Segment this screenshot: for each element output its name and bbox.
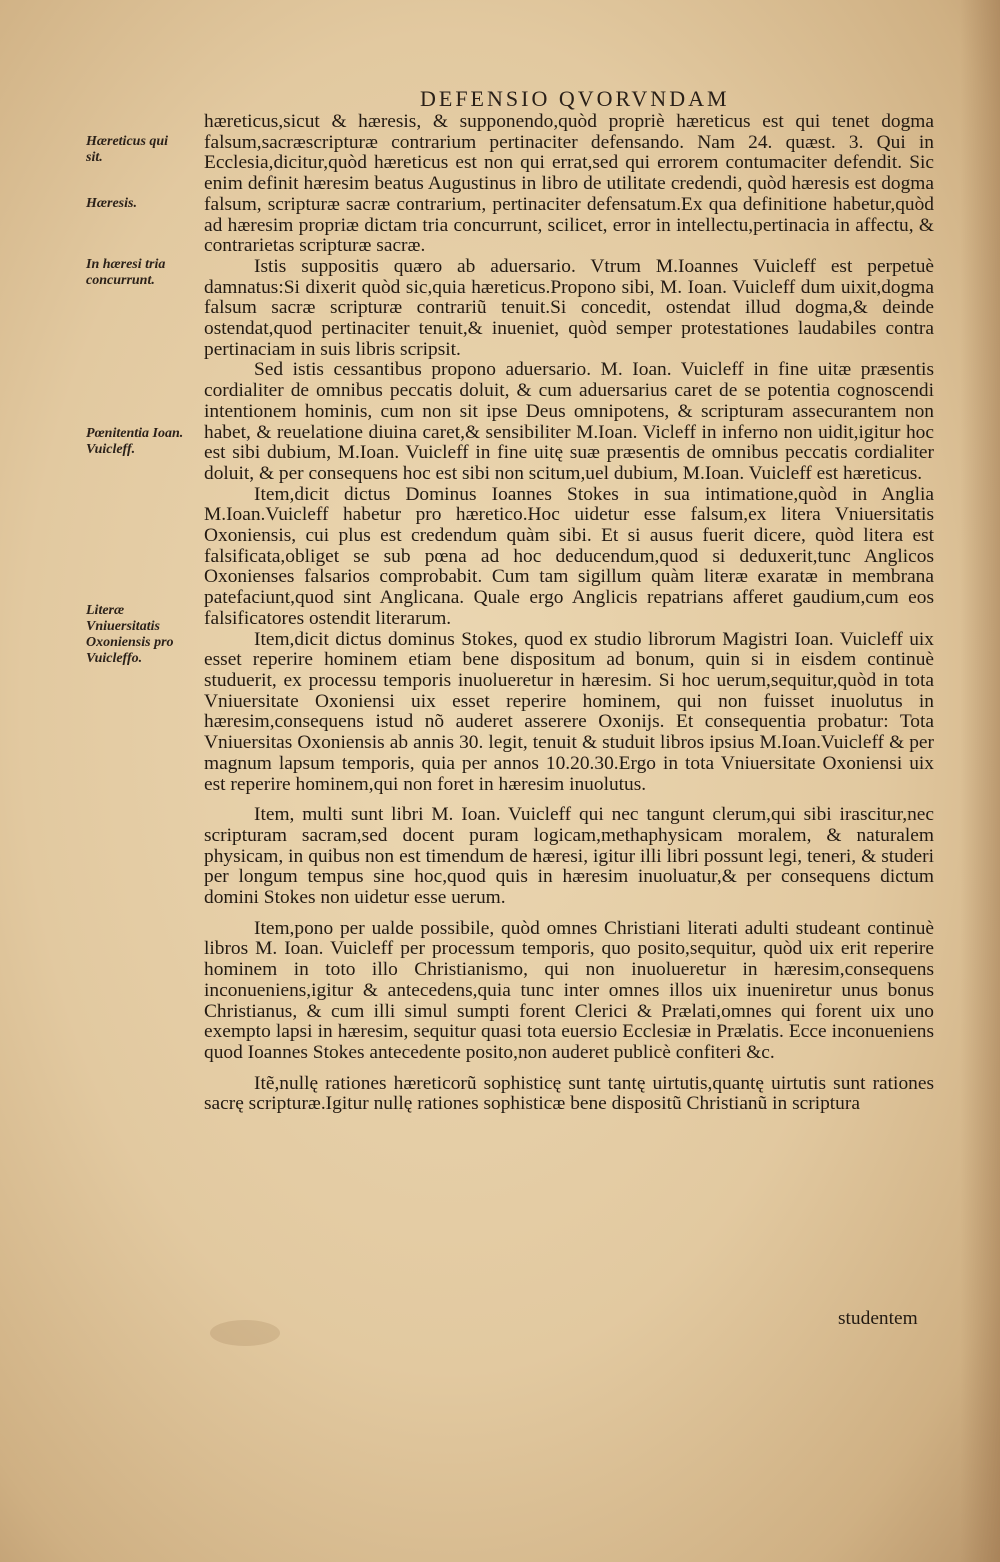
paragraph: Item,dicit dictus Dominus Ioannes Stokes in sua intimatione,quòd in Anglia M.Ioan.Vuicleff habetur pro hæretico.Hoc uidetur esse falsum,ex litera Vniuersitatis Oxoniensis, cui plus est credendum quàm sibi. Et si ausus fuerit dicere, quòd litera est falsificata,obliget se sub pœna ad hoc deducendum,quod si deduxerit,tunc Anglicos Oxonienses falsarios comprobabit. Cum tam sigillum quàm literæ exaratæ in membrana patefaciunt,quod sint Anglicana. Quale ergo Anglicis repatrians afferet gaudium,cum eos falsificatores ostendit literarum. [204, 483, 934, 629]
paragraph: Sed istis cessantibus propono aduersario. M. Ioan. Vuicleff in fine uitæ præsentis cordialiter de omnibus peccatis doluit, & cum aduersarius caret de se potentia cognoscendi intentionem hominis, cum non sit ipse Deus omnipotens, & scripturam assecurantem non habet, & reuelatione diuina caret,& sensibiliter M.Ioan. Vicleff in inferno non uidit,igitur hoc est sibi dubium, M.Ioan. Vuicleff in fine uitę suæ præsentis de omnibus peccatis cordialiter doluit, & per consequens hoc est sibi non scitum,uel dubium, M.Ioan. Vuicleff est hæreticus. [204, 359, 934, 484]
catchword: studentem [838, 1308, 918, 1329]
body-text [204, 112, 934, 1115]
marginal-note-literae-oxoniensis: Literæ Vniuersitatis Oxoniensis pro Vuicleffo. [86, 603, 174, 666]
marginal-note-haeresis: Hæresis. [86, 196, 137, 211]
marginal-note-tria-concurrunt: In hæresi tria concurrunt. [86, 257, 166, 288]
page-edge-shadow [960, 0, 1000, 1562]
paragraph: hæreticus,sicut & hæresis, & supponendo,quòd propriè hæreticus est qui tenet dogma falsum,sacræscripturæ contrarium pertinaciter defensando. Nam 24. quæst. 3. Qui in Ecclesia,dicitur,quòd hæreticus est non qui errat,sed qui errorem contumaciter defendit. Sic enim definit hæresim beatus Augustinus in libro de utilitate credendi, quòd hæresis est dogma falsum, scripturæ sacræ contrarium, pertinaciter defensatum.Ex qua definitione habetur,quòd ad hæresim propriæ dictam tria concurrunt, scilicet, error in intellectu,pertinacia in affectu, & contrarietas scripturæ sacræ. [204, 111, 934, 257]
marginal-note-poenitentia: Pœnitentia Ioan. Vuicleff. [86, 426, 184, 457]
paragraph: Istis suppositis quæro ab aduersario. Vtrum M.Ioannes Vuicleff est perpetuè damnatus:Si dixerit quòd sic,quia hæreticus.Propono sibi, M. Ioan. Vuicleff dum uixit,dogma falsum sacræ scripturæ contrariũ tenuit.Si concedit, ostendat illud dogma,& deinde ostendat,quod pertinaciter tenuit,& inueniet, quòd semper protestationes laudabiles contra pertinaciam in suis libris scripsit. [204, 255, 934, 360]
paragraph: Itẽ,nullę rationes hæreticorũ sophisticę sunt tantę uirtutis,quantę uirtutis sunt rationes sacrę scripturæ.Igitur nullę rationes sophisticæ bene dispositũ Christianũ in scriptura [204, 1072, 934, 1115]
paper-stain [210, 1320, 280, 1346]
paragraph: Item,dicit dictus dominus Stokes, quod ex studio librorum Magistri Ioan. Vuicleff uix esset reperire hominem etiam bene dispositum ad bonum, quin si in eisdem continuè studuerit, ex processu temporis inuolueretur in hæresim. Si hoc uerum,sequitur,quòd in tota Vniuersitate Oxoniensi uix esset reperire hominem, qui non fuisset inuolutus in hæresim,consequens istud nõ auderet asserere Oxonijs. Et consequentia probatur: Tota Vniuersitas Oxoniensis ab annis 30. legit, tenuit & studuit libros ipsius M.Ioan.Vuicleff & per magnum lapsum temporis, quia per annos 10.20.30.Ergo in tota Vniuersitate Oxoniensi uix est reperire hominem,qui non foret in hæresim inuolutus. [204, 628, 934, 795]
paragraph: Item,pono per ualde possibile, quòd omnes Christiani literati adulti studeant continuè libros M. Ioan. Vuicleff per processum temporis, quo posito,sequitur, quòd uix erit reperire hominem in toto illo Christianismo, qui non inuolueretur in hæresim,consequens inconueniens,igitur & antecedens,quia tunc inter omnes illos uix inueniretur unus bonus Christianus, & cum illi simul sumpti forent Clerici & Prælati,omnes qui forent uix uno exempto lapsi in hæresim, sequitur quasi tota euersio Ecclesiæ in Prælatis. Ecce inconueniens quod Ioannes Stokes antecedente posito,non auderet publicè confiteri &c. [204, 917, 934, 1063]
running-head: DEFENSIO QVORVNDAM [420, 86, 730, 111]
marginal-note-haereticus: Hæreticus qui sit. [86, 134, 169, 165]
paragraph: Item, multi sunt libri M. Ioan. Vuicleff qui nec tangunt clerum,qui sibi irascitur,nec scripturam sacram,sed docent puram logicam,methaphysicam moralem, & naturalem physicam, in quibus non est timendum de hæresi, igitur illi libri possunt legi, teneri, & studeri per longum tempus sine hoc,quod quis in hæresim inuoluatur,& per consequens dictum domini Stokes non uidetur esse uerum. [204, 804, 934, 909]
